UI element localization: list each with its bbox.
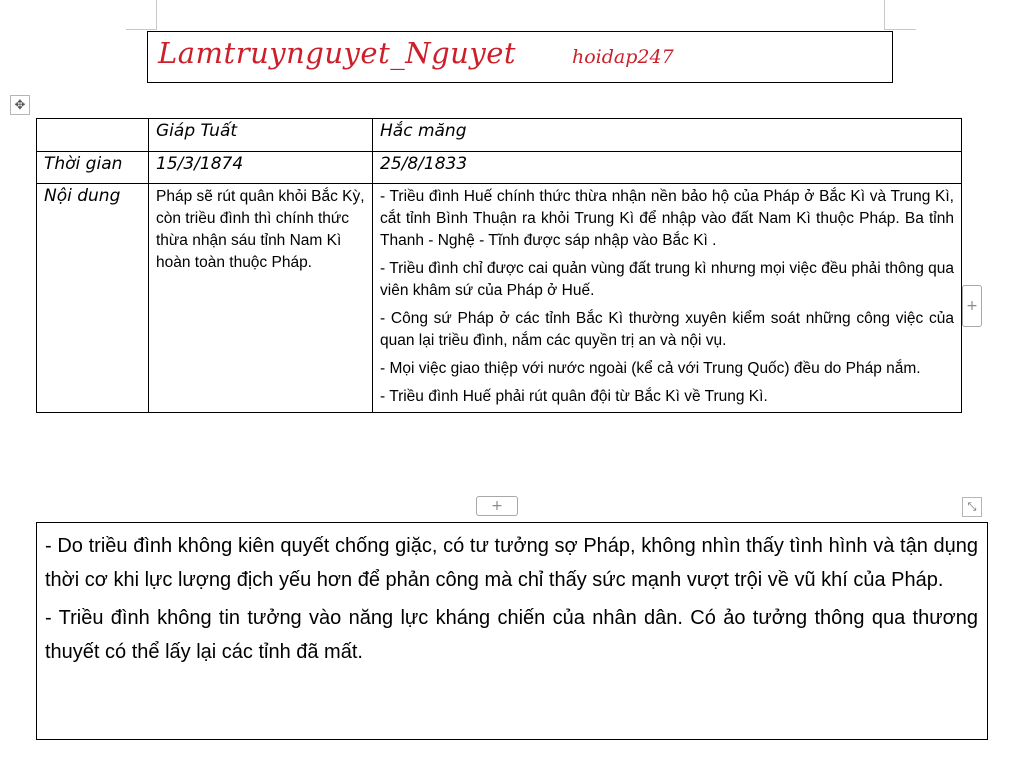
hac-mang-item: - Công sứ Pháp ở các tỉnh Bắc Kì thường xuyên kiểm soát những công việc của quan lại triều đình, nắm các quyền trị an và nội vụ. (380, 310, 954, 349)
row-label-time[interactable]: Thời gian (37, 152, 149, 184)
signature-name: Lamtruynguyet_Nguyet (158, 36, 517, 70)
page-margin-mark-left (156, 0, 157, 30)
page-margin-mark-right-h (884, 29, 916, 30)
table-row-content (37, 184, 962, 413)
hac-mang-item: - Triều đình chỉ được cai quản vùng đất trung kì nhưng mọi việc đều phải thông qua viên khâm sứ của Pháp ở Huế. (380, 260, 954, 299)
header-cell-empty[interactable] (37, 119, 149, 152)
header-cell-giap-tuat[interactable]: Giáp Tuất (149, 119, 373, 152)
hac-mang-item: - Triều đình Huế chính thức thừa nhận nền bảo hộ của Pháp ở Bắc Kì và Trung Kì, cắt tỉnh Bình Thuận ra khỏi Trung Kì để nhập vào đất Nam Kì thuộc Pháp. Ba tỉnh Thanh - Nghệ - Tĩnh được sáp nhập vào Bắc Kì . (380, 188, 954, 249)
signature-site: hoidap247 (572, 46, 674, 68)
add-column-button[interactable]: + (962, 285, 982, 327)
signature-box (147, 31, 893, 83)
header-cell-hac-mang[interactable]: Hắc măng (373, 119, 962, 152)
hac-mang-item: - Mọi việc giao thiệp với nước ngoài (kể cả với Trung Quốc) đều do Pháp nắm. (380, 360, 921, 377)
cell-content-giap-tuat[interactable] (149, 184, 373, 413)
table-move-handle-icon[interactable]: ✥ (10, 95, 30, 115)
table-header-row (37, 119, 962, 152)
answer-paragraph: - Do triều đình không kiên quyết chống giặc, có tư tưởng sợ Pháp, không nhìn thấy tình hình và tận dụng thời cơ khi lực lượng địch yếu hơn để phản công mà chỉ thấy sức mạnh vượt trội về vũ khí của Pháp. (45, 535, 978, 591)
giap-tuat-content-text: Pháp sẽ rút quân khỏi Bắc Kỳ, còn triều đình thì chính thức thừa nhận sáu tỉnh Nam Kì hoàn toàn thuộc Pháp. (156, 188, 365, 271)
page-margin-mark-left-h (126, 29, 156, 30)
table-row-time (37, 152, 962, 184)
answer-text-box[interactable] (36, 522, 988, 740)
row-label-content[interactable]: Nội dung (37, 184, 149, 413)
page-margin-mark-right (884, 0, 885, 30)
table-resize-handle-icon[interactable]: ⤡ (962, 497, 982, 517)
hac-mang-item: - Triều đình Huế phải rút quân đội từ Bắc Kì về Trung Kì. (380, 388, 768, 405)
cell-time-giap-tuat[interactable]: 15/3/1874 (149, 152, 373, 184)
cell-time-hac-mang[interactable]: 25/8/1833 (373, 152, 962, 184)
answer-paragraph: - Triều đình không tin tưởng vào năng lực kháng chiến của nhân dân. Có ảo tưởng thông qua thương thuyết có thể lấy lại các tỉnh đã mất. (45, 607, 978, 663)
comparison-table (36, 118, 962, 413)
add-row-button[interactable]: + (476, 496, 518, 516)
cell-content-hac-mang[interactable] (373, 184, 962, 413)
